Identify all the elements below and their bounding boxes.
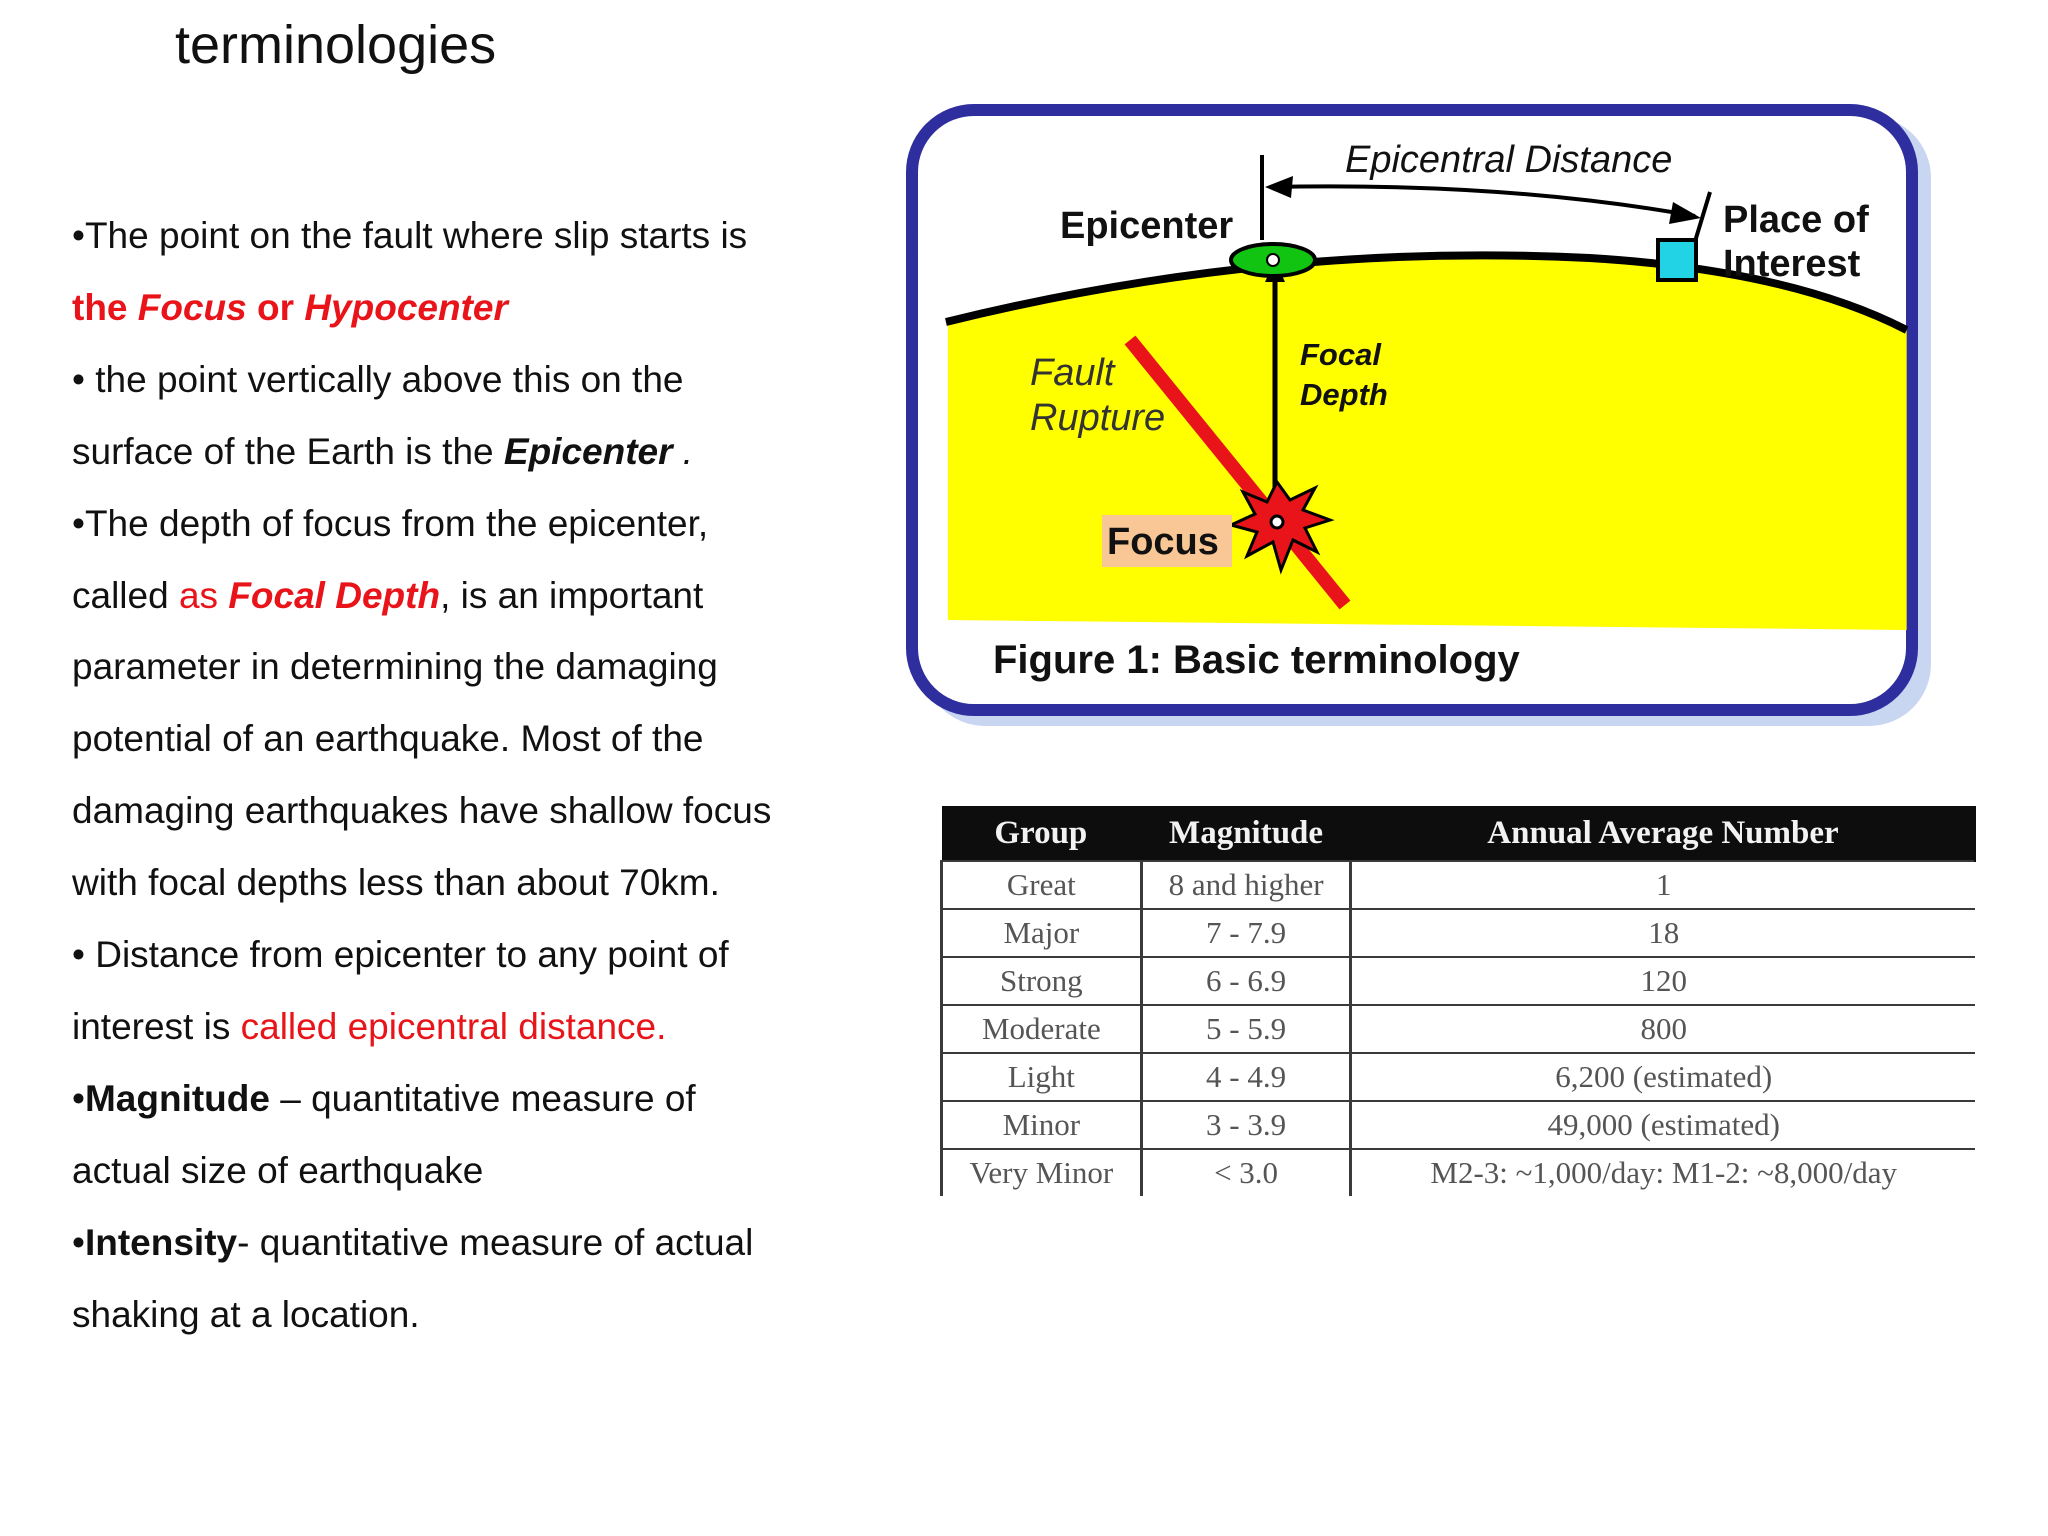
term-epicentral-distance: called epicentral distance.: [240, 1005, 667, 1047]
term-focal-depth: Focal Depth: [228, 574, 441, 616]
body-text: [72, 200, 852, 1351]
term-intensity: Intensity: [84, 1221, 238, 1263]
table-header-row: [942, 806, 1976, 861]
table-row: [942, 1101, 1976, 1149]
cell-group: Light: [942, 1053, 1142, 1101]
line: [72, 344, 852, 416]
line: [72, 560, 852, 632]
magnitude-definition: – quantitative measure of: [269, 1077, 696, 1119]
epicenter-definition: • the point vertically above this on the: [72, 358, 684, 400]
place-of-interest-marker: [1658, 240, 1696, 280]
term-focus: Focus: [137, 286, 247, 328]
interest-prefix: interest is: [72, 1005, 241, 1047]
label-rupture: Rupture: [1030, 397, 1166, 439]
line: [72, 847, 852, 919]
cell-group: Great: [942, 861, 1142, 909]
cell-magnitude: 8 and higher: [1141, 861, 1351, 909]
label-depth: Depth: [1300, 377, 1388, 412]
cell-magnitude: 4 - 4.9: [1141, 1053, 1351, 1101]
cell-annual-number: 800: [1351, 1005, 1975, 1053]
cell-annual-number: 6,200 (estimated): [1351, 1053, 1975, 1101]
text-line: damaging earthquakes have shallow focus: [72, 790, 772, 832]
label-interest: Interest: [1723, 243, 1861, 285]
line: [72, 991, 852, 1063]
text-line: shaking at a location.: [72, 1293, 420, 1335]
focus-point: [1271, 516, 1283, 528]
text-line: parameter in determining the damaging: [72, 646, 718, 688]
cell-annual-number: 1: [1351, 861, 1975, 909]
header-annual-average: Annual Average Number: [1351, 806, 1975, 861]
focus-prefix: the: [72, 286, 138, 328]
label-epicentral-distance: Epicentral Distance: [1345, 139, 1673, 181]
line: [72, 1135, 852, 1207]
table-row: [942, 861, 1976, 909]
line: [72, 200, 852, 272]
header-magnitude: Magnitude: [1141, 806, 1351, 861]
term-epicenter: Epicenter: [503, 430, 673, 472]
magnitude-table: [940, 806, 1976, 1196]
cell-group: Strong: [942, 957, 1142, 1005]
focal-depth-suffix: , is an important: [440, 574, 704, 616]
cell-annual-number: 49,000 (estimated): [1351, 1101, 1975, 1149]
label-focal: Focal: [1300, 337, 1381, 372]
epicenter-prefix: surface of the Earth is the: [72, 430, 504, 472]
table-row: [942, 1053, 1976, 1101]
as-word: as: [178, 574, 229, 616]
cell-magnitude: 3 - 3.9: [1141, 1101, 1351, 1149]
bullet: •: [72, 1221, 85, 1263]
cell-group: Moderate: [942, 1005, 1142, 1053]
line: [72, 775, 852, 847]
cell-annual-number: 120: [1351, 957, 1975, 1005]
table-row: [942, 1149, 1976, 1196]
line: [72, 631, 852, 703]
figure-caption: Figure 1: Basic terminology: [993, 638, 1520, 682]
cell-magnitude: < 3.0: [1141, 1149, 1351, 1196]
term-hypocenter: Hypocenter: [304, 286, 508, 328]
earth-ground: [948, 255, 1907, 630]
term-magnitude: Magnitude: [84, 1077, 270, 1119]
line: [72, 416, 852, 488]
cell-group: Minor: [942, 1101, 1142, 1149]
magnitude-table-wrap: [940, 806, 1976, 1196]
cell-annual-number: 18: [1351, 909, 1975, 957]
line: [72, 919, 852, 991]
focal-depth-definition: •The depth of focus from the epicenter,: [72, 502, 709, 544]
earthquake-terminology-figure: [905, 100, 1935, 740]
line: [72, 488, 852, 560]
line: [72, 1207, 852, 1279]
text-line: with focal depths less than about 70km.: [72, 862, 720, 904]
line: [72, 1279, 852, 1351]
called-prefix: called: [72, 574, 179, 616]
cell-magnitude: 6 - 6.9: [1141, 957, 1351, 1005]
label-focus: Focus: [1107, 521, 1219, 563]
cell-group: Major: [942, 909, 1142, 957]
table-row: [942, 957, 1976, 1005]
table-row: [942, 909, 1976, 957]
slide-title: terminologies: [175, 15, 497, 75]
text-line: potential of an earthquake. Most of the: [72, 718, 704, 760]
cell-magnitude: 7 - 7.9: [1141, 909, 1351, 957]
cell-group: Very Minor: [942, 1149, 1142, 1196]
table-row: [942, 1005, 1976, 1053]
epicentral-distance-definition: • Distance from epicenter to any point of: [72, 934, 729, 976]
label-epicenter: Epicenter: [1060, 205, 1234, 247]
label-fault: Fault: [1030, 352, 1115, 394]
line: [72, 272, 852, 344]
line: [72, 703, 852, 775]
epicenter-suffix: .: [672, 430, 694, 472]
cell-magnitude: 5 - 5.9: [1141, 1005, 1351, 1053]
bullet: •: [72, 1077, 85, 1119]
label-place-of: Place of: [1723, 199, 1869, 241]
cell-annual-number: M2-3: ~1,000/day: M1-2: ~8,000/day: [1351, 1149, 1975, 1196]
line: [72, 1063, 852, 1135]
focus-or: or: [246, 286, 305, 328]
intensity-definition: - quantitative measure of actual: [237, 1221, 754, 1263]
epicenter-dot: [1267, 254, 1279, 266]
focus-definition: •The point on the fault where slip starts is: [72, 215, 748, 256]
text-line: actual size of earthquake: [72, 1149, 484, 1191]
header-group: Group: [942, 806, 1142, 861]
